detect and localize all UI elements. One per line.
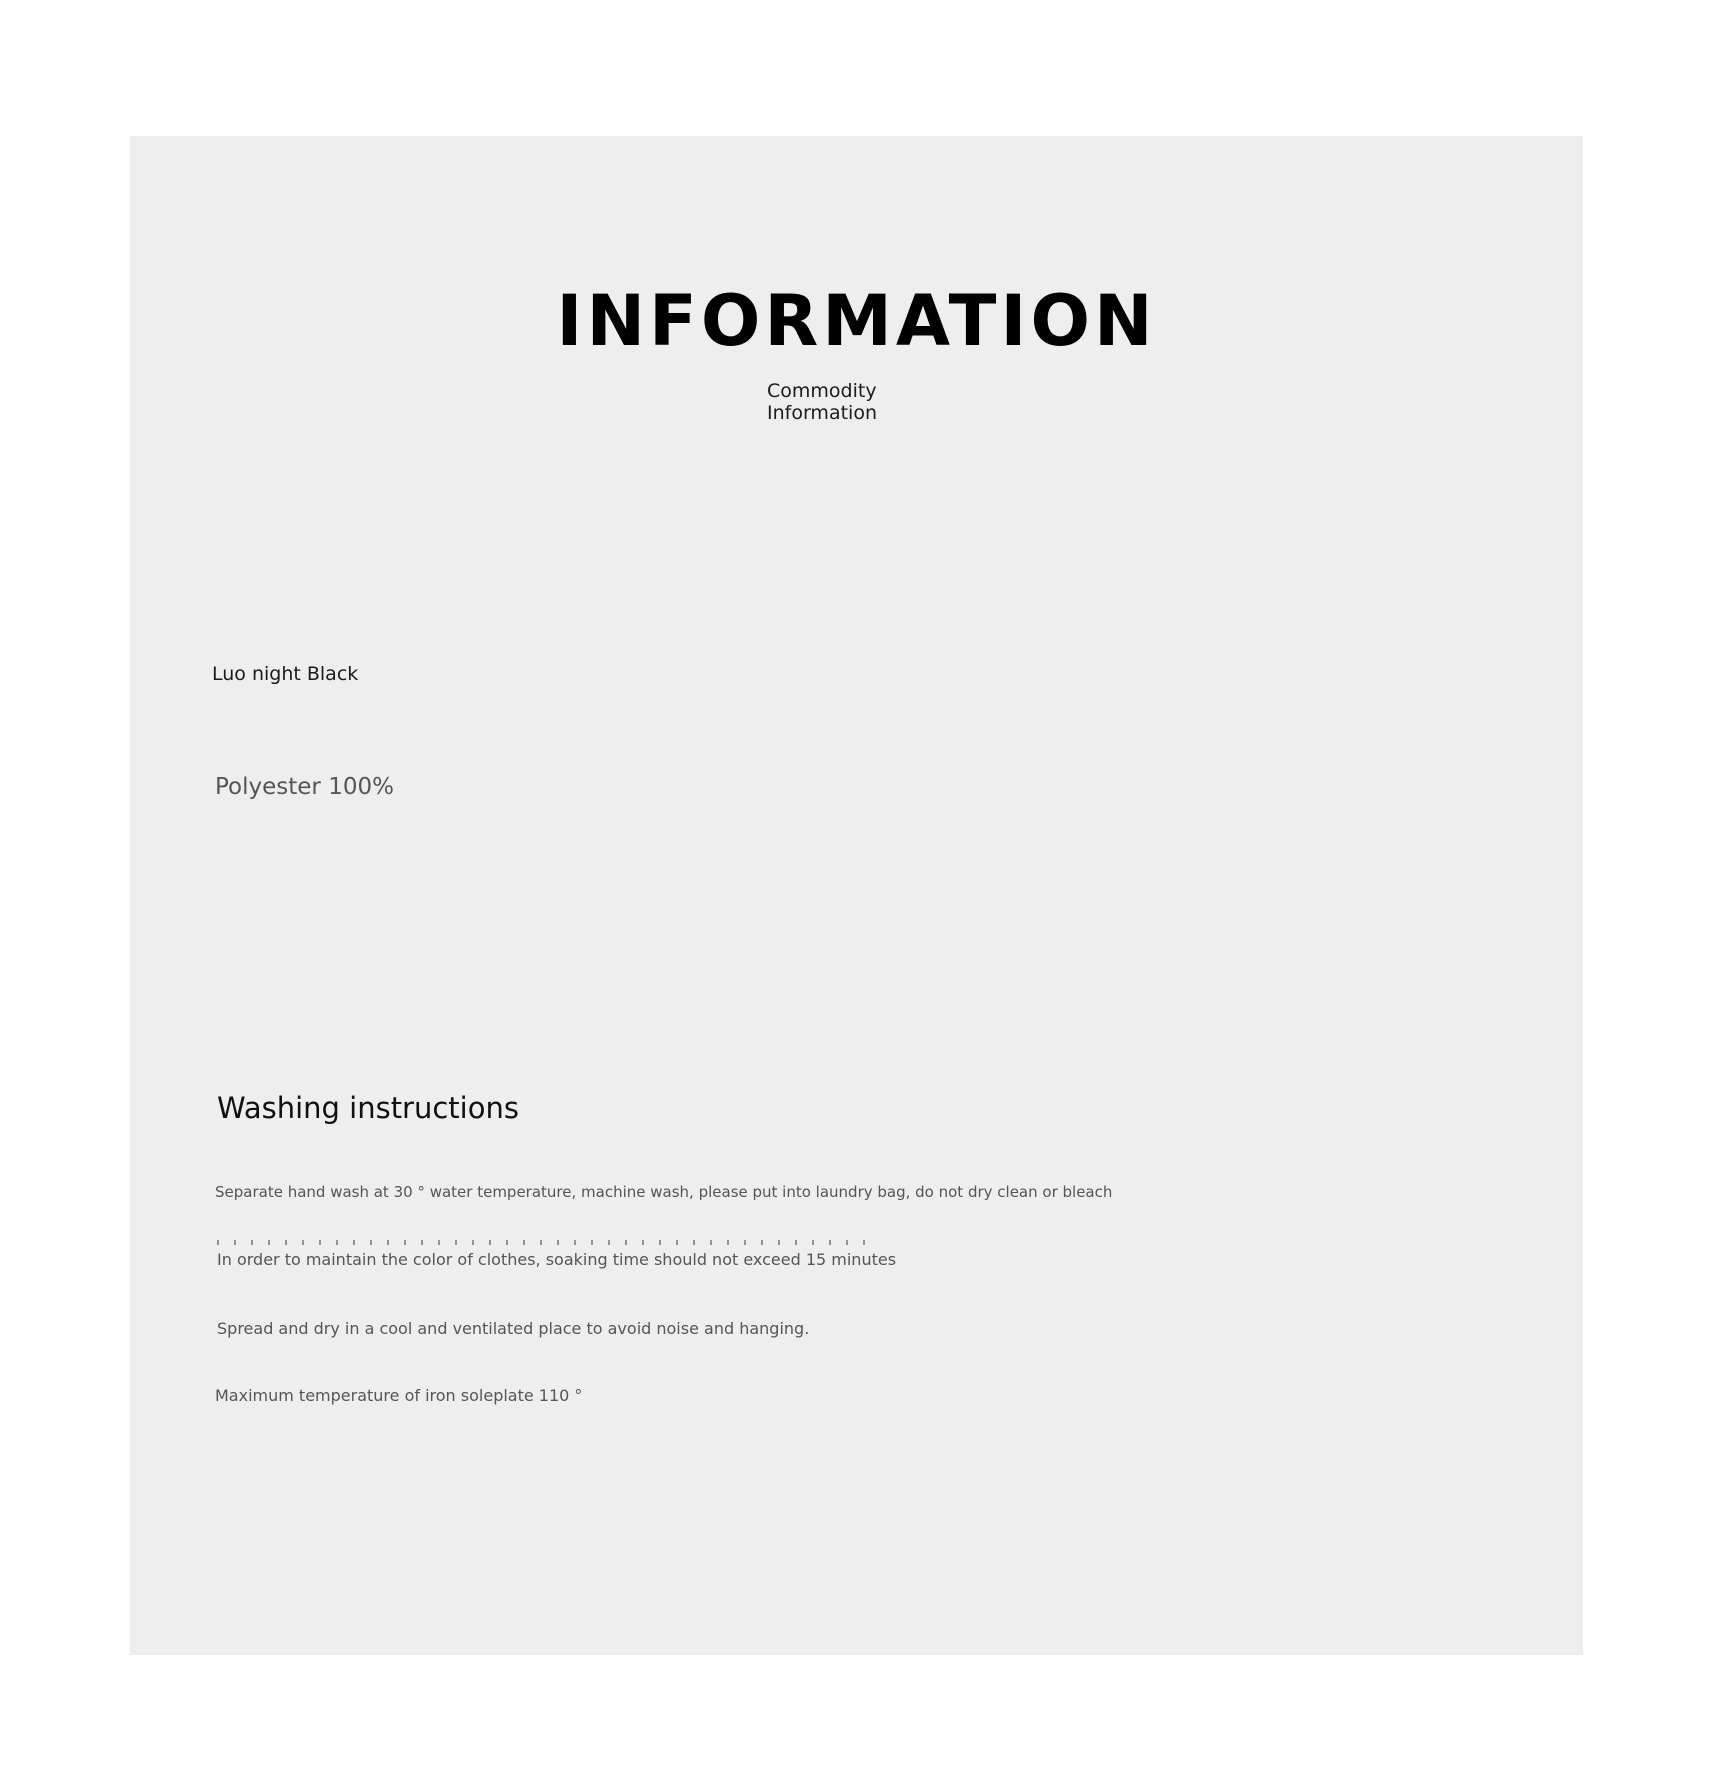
washing-instruction-1: Separate hand wash at 30 ° water temperature, machine wash, please put into laundry bag, do not dry clean or bleach xyxy=(215,1183,1113,1201)
product-material: Polyester 100% xyxy=(215,774,394,800)
washing-instructions-heading: Washing instructions xyxy=(217,1091,519,1125)
page-subtitle xyxy=(767,380,907,424)
subtitle-line-1: Commodity xyxy=(767,380,877,402)
information-panel xyxy=(130,136,1583,1655)
washing-instruction-4: Maximum temperature of iron soleplate 110 ° xyxy=(215,1386,583,1405)
washing-instruction-2: In order to maintain the color of clothes, soaking time should not exceed 15 minutes xyxy=(217,1250,897,1269)
product-color: Luo night Black xyxy=(212,663,359,685)
washing-instruction-3: Spread and dry in a cool and ventilated place to avoid noise and hanging. xyxy=(217,1319,810,1338)
clipped-text-artifact xyxy=(217,1240,867,1245)
subtitle-line-2: Information xyxy=(767,402,877,424)
page-title: INFORMATION xyxy=(556,280,1157,362)
